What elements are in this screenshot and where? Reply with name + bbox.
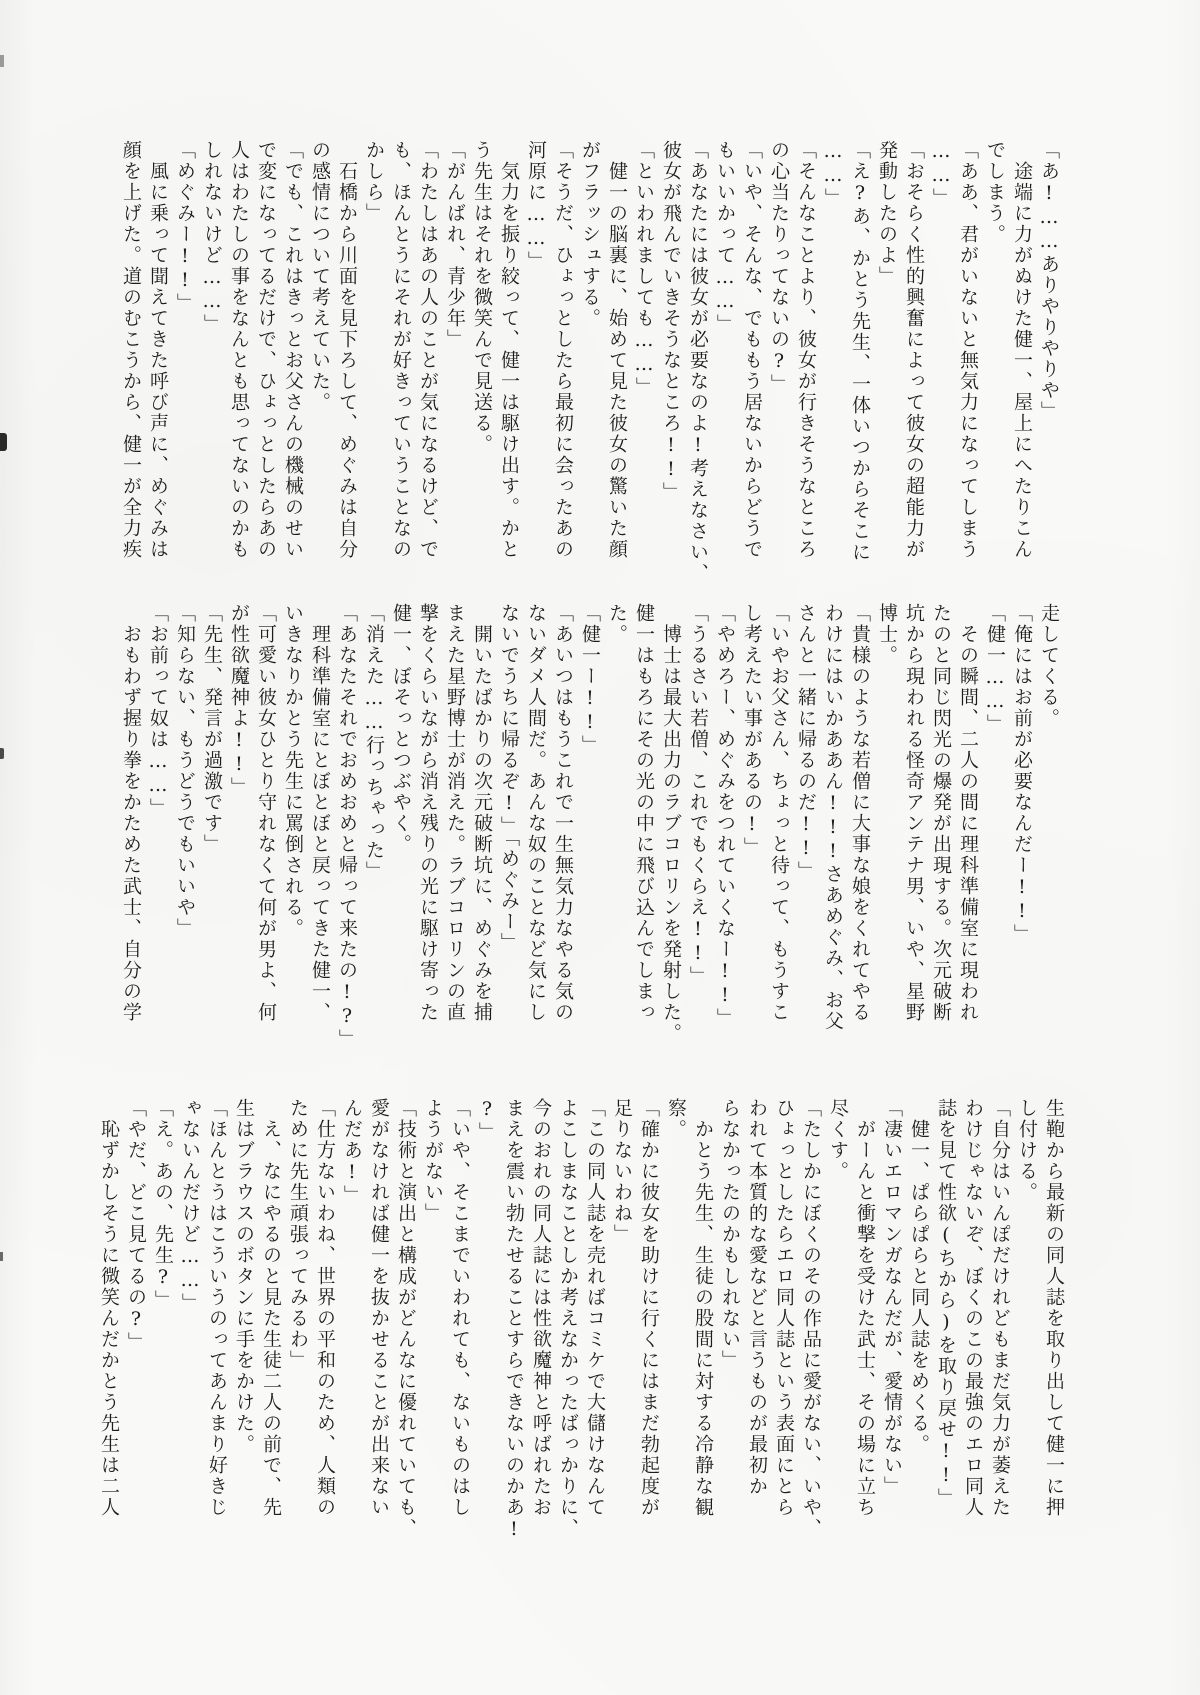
text-column: 尽くす。 <box>827 1098 849 1182</box>
text-column: まえを震い勃たせることすらできないのかあ! <box>503 1098 525 1542</box>
text-column: 「自分はいんぽだけれどもまだ気力が萎えた <box>989 1098 1011 1518</box>
text-column: 「おそらく性的興奮によって彼女の超能力が <box>903 140 925 560</box>
text-column: 人はわたしの事をなんとも思ってないのかも <box>228 140 250 560</box>
text-column: 「知らない、もうどうでもいいや」 <box>174 603 196 939</box>
text-column: おもわず握り拳をかためた武士、自分の学 <box>120 603 142 1023</box>
text-block-top <box>117 140 1062 590</box>
text-column: 石橋から川面を見下ろして、めぐみは自分 <box>336 140 358 560</box>
text-column: 「やだ、どこ見てるの?」 <box>125 1098 147 1353</box>
text-column: 恥ずかしそうに微笑んだかとう先生は二人 <box>98 1098 120 1518</box>
text-column: 「あいつはもうこれで一生無気力なやる気の <box>552 603 574 1023</box>
text-column: 坑から現われる怪奇アンテナ男、いや、星野 <box>903 603 925 1023</box>
text-column: 「あなたには彼女が必要なのよ!考えなさい、 <box>687 140 709 584</box>
text-column: 発動したのよ」 <box>876 140 898 287</box>
text-column: 「ほんとうはこういうのってあんまり好きじ <box>206 1098 228 1518</box>
text-column: 「え。あの、先生?」 <box>152 1098 174 1311</box>
text-column: が性欲魔神よ!!」 <box>228 603 250 798</box>
text-column: がフラッシュする。 <box>579 140 601 329</box>
text-block-middle <box>117 603 1062 1053</box>
text-column: 察。 <box>665 1098 687 1140</box>
text-column: んだあ!」 <box>341 1098 363 1206</box>
text-column: われて本質的な愛などと言うものが最初か <box>746 1098 768 1497</box>
text-column: まえた星野博士が消えた。ラブコロリンの直 <box>444 603 466 1023</box>
text-column: ……」 <box>930 140 952 209</box>
text-column: の感情について考えていた。 <box>309 140 331 413</box>
text-column: 「わたしはあの人のことが気になるけど、で <box>417 140 439 560</box>
text-column: 河原に……」 <box>525 140 547 272</box>
text-column: 「いや、そこまでいわれても、ないものはし <box>449 1098 471 1518</box>
text-column: 「技術と演出と構成がどんなに優れていても、 <box>395 1098 417 1539</box>
text-column: 開いたばかりの次元破断坑に、めぐみを捕 <box>471 603 493 1023</box>
text-column: で変になってるだけで、ひょっとしたらあの <box>255 140 277 560</box>
text-column: 博士は最大出力のラブコロリンを発射した。 <box>660 603 682 1044</box>
text-column: かしら」 <box>363 140 385 224</box>
text-column: 「健一ー!!」 <box>579 603 601 756</box>
scan-artifact <box>0 1252 3 1261</box>
text-column: ひょっとしたらエロ同人誌という表面にとら <box>773 1098 795 1518</box>
text-column: 途端に力がぬけた健一、屋上にへたりこん <box>1011 140 1033 560</box>
text-column: 「可愛い彼女ひとり守れなくて何が男よ、何 <box>255 603 277 1023</box>
text-column: 今のおれの同人誌には性欲魔神と呼ばれたお <box>530 1098 552 1518</box>
text-column: 「やめろー、めぐみをつれていくなー!!」 <box>714 603 736 1029</box>
text-column: ために先生頑張ってみるわ」 <box>287 1098 309 1371</box>
text-column: ?」 <box>476 1098 498 1143</box>
text-column: 「いやお父さん、ちょっと待って、もうすこ <box>768 603 790 1023</box>
text-block-bottom <box>95 1098 1067 1568</box>
text-column: 「そうだ、ひょっとしたら最初に会ったあの <box>552 140 574 560</box>
text-column: がーんと衝撃を受けた武士、その場に立ち <box>854 1098 876 1518</box>
text-column: 「ああ、君がいないと無気力になってしまう <box>957 140 979 560</box>
text-column: の心当たりってないの?」 <box>768 140 790 395</box>
text-column: 「お前って奴は……」 <box>147 603 169 819</box>
text-column: 「俺にはお前が必要なんだー!!」 <box>1011 603 1033 945</box>
text-column: 風に乗って聞えてきた呼び声に、めぐみは <box>147 140 169 560</box>
text-column: 健一はもろにその光の中に飛び込んでしまっ <box>633 603 655 1023</box>
text-column: いきなりかとう先生に罵倒される。 <box>282 603 304 939</box>
text-column: 「うるさい若僧、これでもくらえ!!」 <box>687 603 709 987</box>
text-column: 「あなたそれでおめおめと帰って来たの!?」 <box>336 603 358 1050</box>
text-column: 健一、ぱらぱらと同人誌をめくる。 <box>908 1098 930 1455</box>
text-column: さんと一緒に帰るのだ!!」 <box>795 603 817 882</box>
text-column: しれないけど……」 <box>201 140 223 335</box>
text-column: 「え?あ、かとう先生、一体いつからそこに <box>849 140 871 563</box>
text-column: う先生はそれを微笑んで見送る。 <box>471 140 493 455</box>
text-column: え、なにやるのと見た生徒二人の前で、先 <box>260 1098 282 1518</box>
text-column: 「仕方ないわね、世界の平和のため、人類の <box>314 1098 336 1518</box>
text-column: 健一の脳裏に、始めて見た彼女の驚いた顔 <box>606 140 628 560</box>
text-column: かとう先生、生徒の股間に対する冷静な観 <box>692 1098 714 1518</box>
text-column: 走してくる。 <box>1038 603 1060 729</box>
text-column: 「でも、これはきっとお父さんの機械のせい <box>282 140 304 560</box>
text-column: 理科準備室にとぼとぼと戻ってきた健一、 <box>309 603 331 1023</box>
text-column: 「凄いエロマンガなんだが、愛情がない」 <box>881 1098 903 1497</box>
text-column: し考えたい事があるの!」 <box>741 603 763 858</box>
text-column: ないダメ人間だ。あんな奴のことなど気にし <box>525 603 547 1023</box>
text-column: でしまう。 <box>984 140 1006 245</box>
scan-artifact <box>0 748 4 759</box>
text-column: ないでうちに帰るぞ!」「めぐみー」 <box>498 603 520 954</box>
text-column: 健一、ぼそっとつぶやく。 <box>390 603 412 855</box>
text-column: 足りないわね」 <box>611 1098 633 1245</box>
text-column: らなかったのかもしれない」 <box>719 1098 741 1371</box>
text-column: ゃないんだけど……」 <box>179 1098 201 1314</box>
text-column: 愛がなければ健一を抜かせることが出来ない <box>368 1098 390 1518</box>
text-column: たのと同じ閃光の爆発が出現する。次元破断 <box>930 603 952 1023</box>
text-column: 「めぐみー!!」 <box>174 140 196 314</box>
text-column: 「確かに彼女を助けに行くにはまだ勃起度が <box>638 1098 660 1518</box>
text-column: 「いや、そんな、でももう居ないからどうで <box>741 140 763 560</box>
text-column: 気力を振り絞って、健一は駆け出す。かと <box>498 140 520 560</box>
text-column: 撃をくらいながら消え残りの光に駆け寄った <box>417 603 439 1023</box>
text-column: 「先生、発言が過激です」 <box>201 603 223 855</box>
text-column: わけじゃないぞ、ぼくのこの最強のエロ同人 <box>962 1098 984 1518</box>
text-column: よこしまなことしか考えなかったばっかりに、 <box>557 1098 579 1539</box>
text-column: 「そんなことより、彼女が行きそうなところ <box>795 140 817 560</box>
text-column: わけにはいかああん!!!さあめぐみ、お父 <box>822 603 844 1032</box>
scan-artifact <box>0 55 4 67</box>
text-column: 「あ!……ありやりやりや」 <box>1038 140 1060 422</box>
text-column: 「貴様のような若僧に大事な娘をくれてやる <box>849 603 871 1023</box>
text-column: 彼女が飛んでいきそうなところ!!」 <box>660 140 682 503</box>
text-column: 博士。 <box>876 603 898 666</box>
text-column: 「たしかにぼくのその作品に愛がない、いや、 <box>800 1098 822 1539</box>
text-column: 生はブラウスのボタンに手をかけた。 <box>233 1098 255 1455</box>
text-column: 「健一……」 <box>984 603 1006 735</box>
text-column: もいいかって……」 <box>714 140 736 335</box>
text-column: 「がんばれ、青少年」 <box>444 140 466 350</box>
text-column: ようがない」 <box>422 1098 444 1224</box>
text-column: 「この同人誌を売ればコミケで大儲けなんて <box>584 1098 606 1518</box>
text-column: た。 <box>606 603 628 645</box>
text-column: ……」 <box>822 140 844 209</box>
text-column: 誌を見て性欲(ちから)を取り戻せ!!」 <box>935 1098 957 1509</box>
text-column: し付ける。 <box>1016 1098 1038 1203</box>
text-column: 生鞄から最新の同人誌を取り出して健一に押 <box>1043 1098 1065 1518</box>
text-column: その瞬間、二人の間に理科準備室に現われ <box>957 603 979 1023</box>
text-column: 「といわれましても……」 <box>633 140 655 398</box>
scan-artifact <box>0 433 7 451</box>
text-column: も、ほんとうにそれが好きっていうことなの <box>390 140 412 560</box>
text-column: 顔を上げた。道のむこうから、健一が全力疾 <box>120 140 142 560</box>
text-column: 「消えた……行っちゃった」 <box>363 603 385 882</box>
